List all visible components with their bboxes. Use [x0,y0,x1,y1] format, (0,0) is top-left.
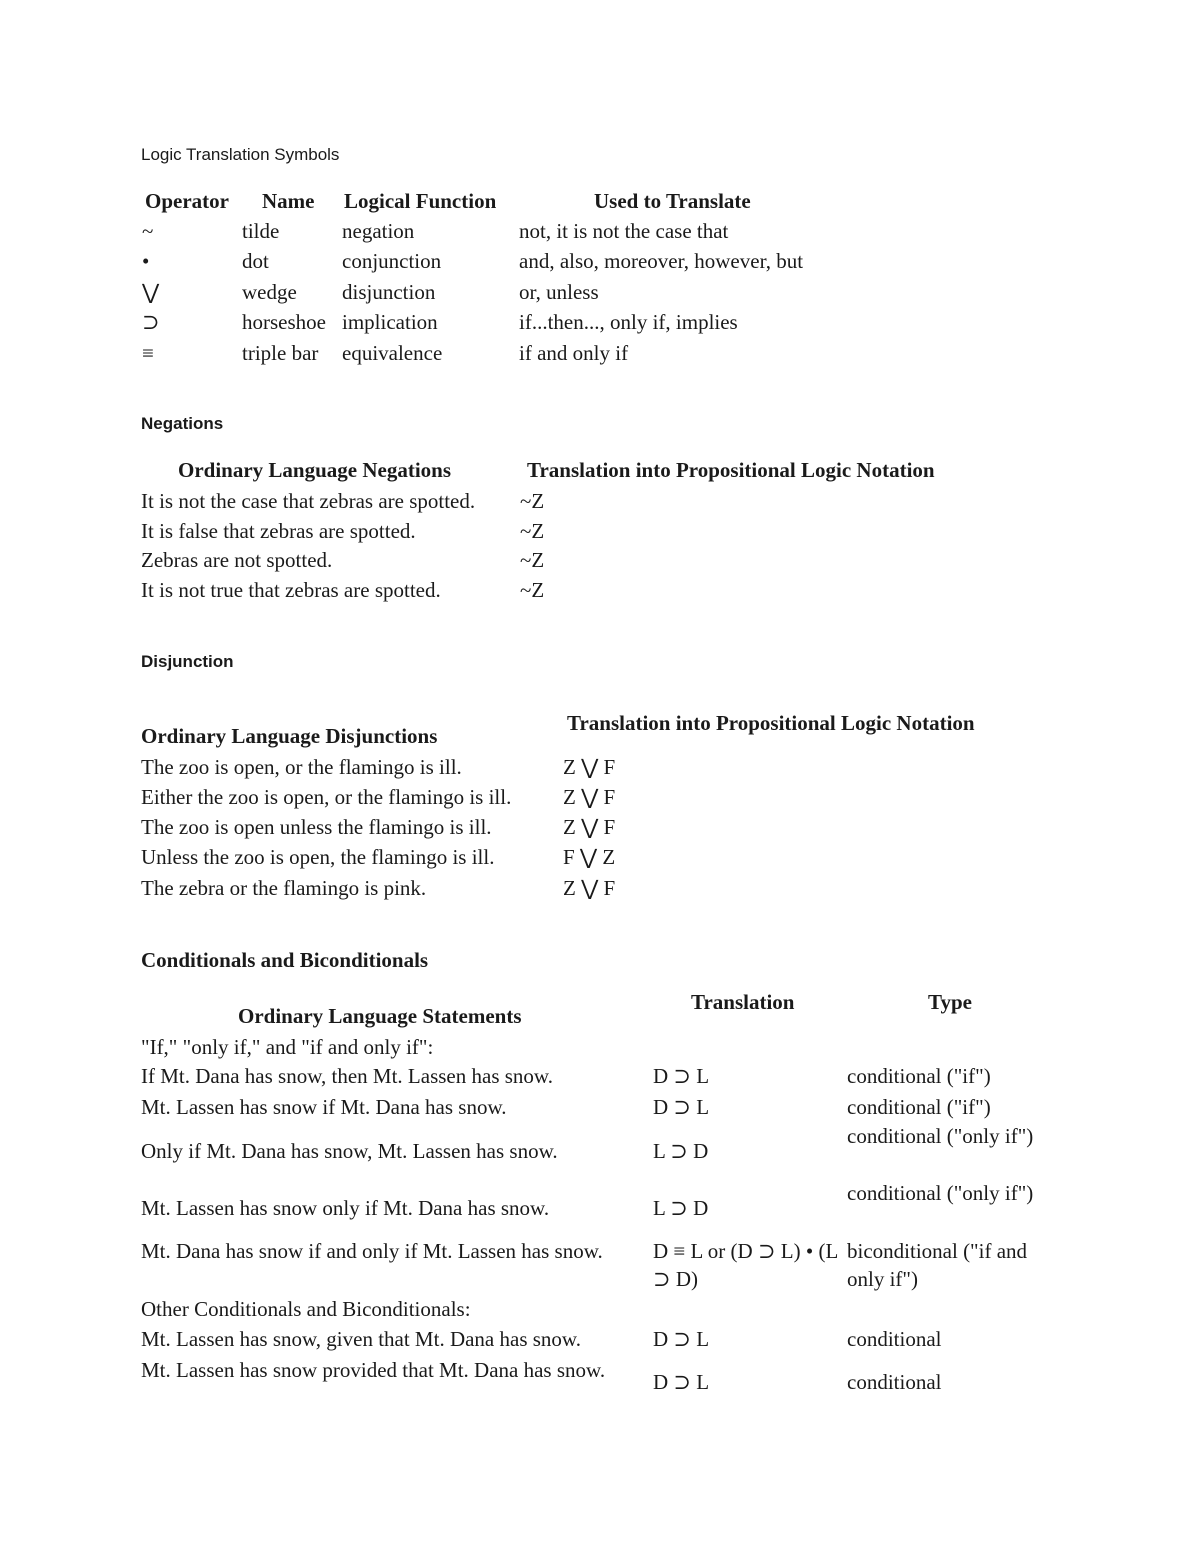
negations-heading: Negations [141,414,224,433]
negations-col2-header: Translation into Propositional Logic Notation [527,458,935,482]
triple-bar-icon: ≡ [142,341,154,365]
negation-statement: Zebras are not spotted. [141,548,333,572]
conditional-translation: D ⊃ L [653,1095,710,1119]
conditionals-col3-header: Type [928,990,972,1014]
symbol-translate: if...then..., only if, implies [519,310,738,334]
dot-icon: • [142,249,150,273]
wedge-icon: ⋁ [142,280,160,304]
conditionals-heading: Conditionals and Biconditionals [141,948,429,972]
symbol-name: tilde [242,219,280,243]
conditional-type: conditional ("only if") [847,1124,1034,1148]
negation-translation: ~Z [520,489,545,513]
conditional-statement: Mt. Dana has snow if and only if Mt. Lassen has snow. [141,1239,603,1263]
conditional-statement: Mt. Lassen has snow provided that Mt. Dana has snow. [141,1358,606,1382]
symbol-function: equivalence [342,341,443,365]
conditional-type: conditional [847,1327,942,1351]
negation-translation: ~Z [520,578,545,602]
negation-translation: ~Z [520,519,545,543]
symbol-translate: and, also, moreover, however, but [519,249,804,273]
tilde-icon: ~ [142,219,154,243]
symbol-function: implication [342,310,438,334]
conditionals-col1-header: Ordinary Language Statements [238,1004,522,1028]
conditional-type: conditional ("if") [847,1064,991,1088]
conditional-type: conditional ("only if") [847,1181,1034,1205]
disjunction-statement: Either the zoo is open, or the flamingo is ill. [141,785,512,809]
symbol-function: conjunction [342,249,442,273]
conditional-translation: D ⊃ L [653,1327,710,1351]
conditional-statement: Mt. Lassen has snow only if Mt. Dana has snow. [141,1196,550,1220]
conditionals-group-label: "If," "only if," and "if and only if": [141,1035,434,1059]
conditional-statement: Mt. Lassen has snow, given that Mt. Dana has snow. [141,1327,581,1351]
conditional-statement: Only if Mt. Dana has snow, Mt. Lassen has snow. [141,1139,558,1163]
header-operator: Operator [145,189,229,213]
header-logical-function: Logical Function [344,189,497,213]
disjunction-translation: Z ⋁ F [563,876,616,900]
symbol-function: negation [342,219,415,243]
disjunction-statement: The zoo is open unless the flamingo is ill. [141,815,492,839]
conditionals-group-label: Other Conditionals and Biconditionals: [141,1297,471,1321]
disjunction-translation: Z ⋁ F [563,815,616,839]
symbol-function: disjunction [342,280,436,304]
page-title: Logic Translation Symbols [141,145,340,164]
symbol-name: triple bar [242,341,319,365]
disjunction-statement: Unless the zoo is open, the flamingo is ill. [141,845,495,869]
conditional-translation: D ≡ L or (D ⊃ L) • (L ⊃ D) [653,1239,838,1291]
conditional-type: biconditional ("if and only if") [847,1239,1028,1291]
conditional-translation: L ⊃ D [653,1196,709,1220]
negation-statement: It is not the case that zebras are spotted. [141,489,476,513]
conditional-type: conditional ("if") [847,1095,991,1119]
disjunction-col1-header: Ordinary Language Disjunctions [141,724,438,748]
conditional-translation: D ⊃ L [653,1064,710,1088]
conditional-translation: D ⊃ L [653,1370,710,1394]
disjunction-translation: F ⋁ Z [563,845,616,869]
negation-translation: ~Z [520,548,545,572]
symbol-translate: not, it is not the case that [519,219,729,243]
negation-statement: It is false that zebras are spotted. [141,519,416,543]
symbol-translate: if and only if [519,341,629,365]
disjunction-heading: Disjunction [141,652,234,671]
header-used-to-translate: Used to Translate [594,189,751,213]
conditional-type: conditional [847,1370,942,1394]
disjunction-translation: Z ⋁ F [563,755,616,779]
symbol-translate: or, unless [519,280,599,304]
disjunction-col2-header: Translation into Propositional Logic Notation [567,711,975,735]
symbol-name: wedge [242,280,297,304]
negation-statement: It is not true that zebras are spotted. [141,578,441,602]
disjunction-translation: Z ⋁ F [563,785,616,809]
disjunction-statement: The zoo is open, or the flamingo is ill. [141,755,462,779]
symbol-name: dot [242,249,269,273]
disjunction-statement: The zebra or the flamingo is pink. [141,876,427,900]
conditionals-col2-header: Translation [691,990,795,1014]
header-name: Name [262,189,315,213]
horseshoe-icon: ⊃ [142,310,160,334]
conditional-statement: Mt. Lassen has snow if Mt. Dana has snow. [141,1095,507,1119]
negations-col1-header: Ordinary Language Negations [178,458,452,482]
symbol-name: horseshoe [242,310,326,334]
conditional-statement: If Mt. Dana has snow, then Mt. Lassen has snow. [141,1064,553,1088]
conditional-translation: L ⊃ D [653,1139,709,1163]
